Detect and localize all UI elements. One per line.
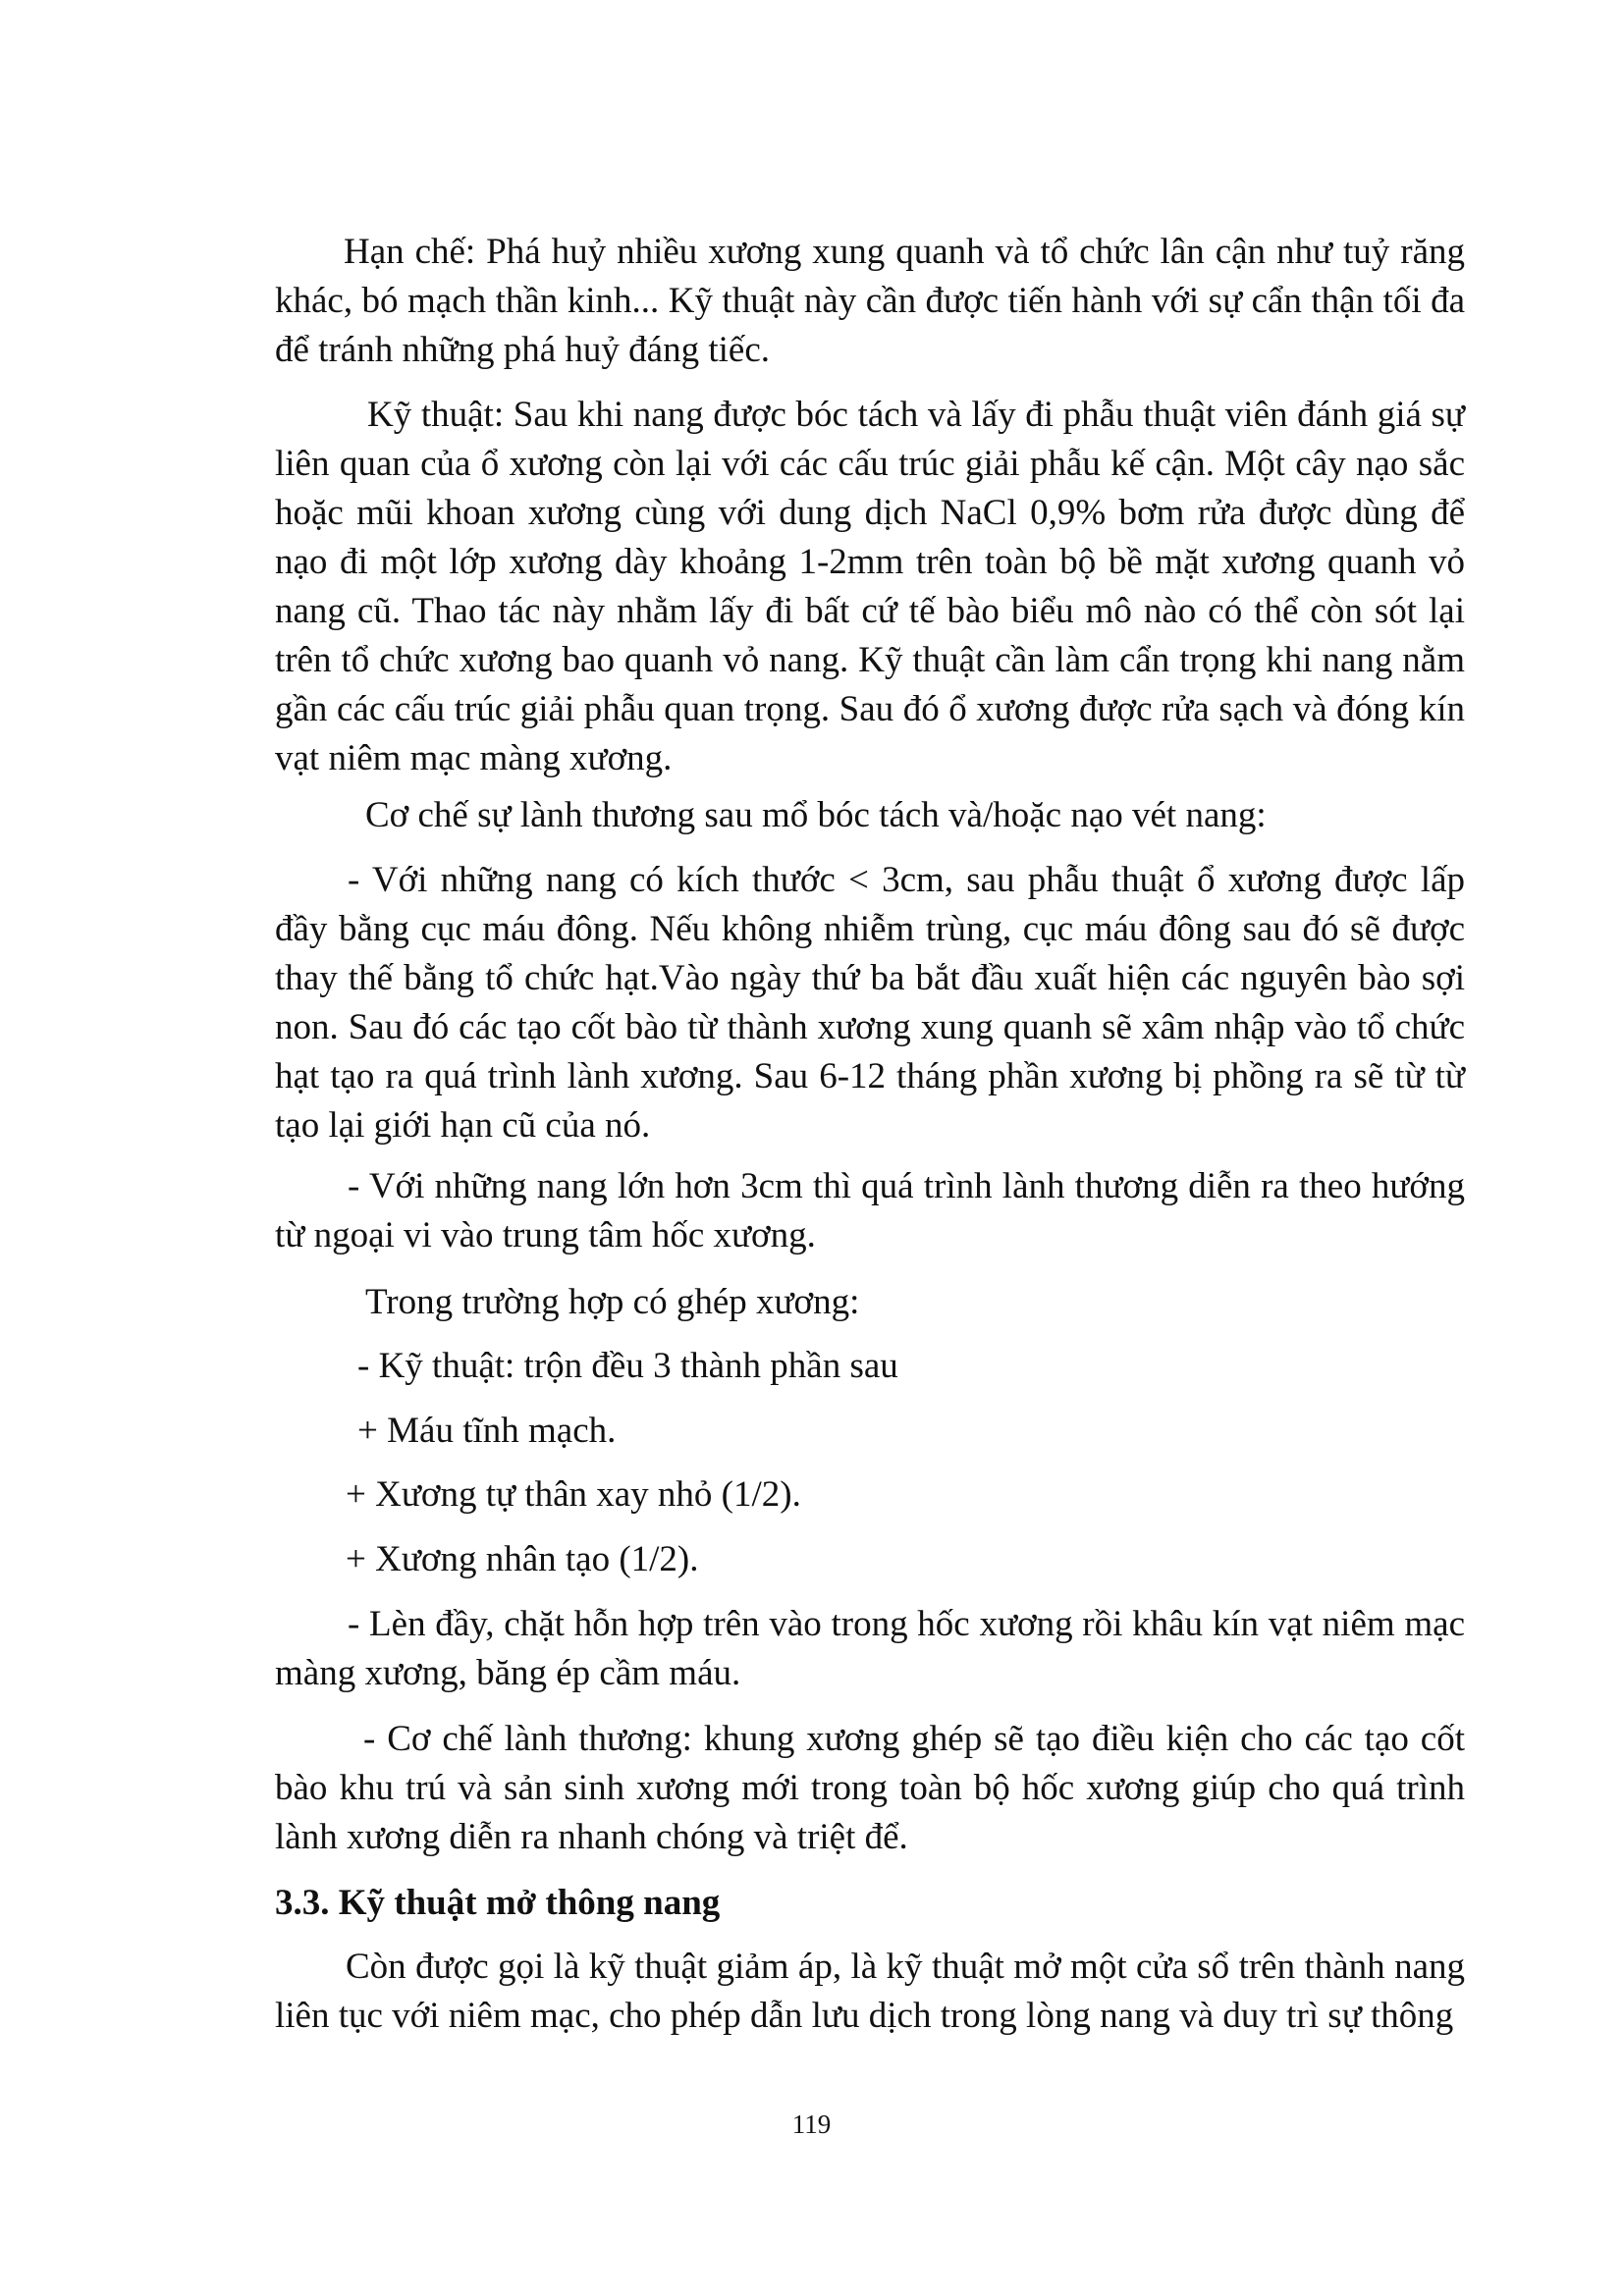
paragraph-nang-nho: - Với những nang có kích thước < 3cm, sau phẫu thuật ổ xương được lấp đầy bằng cục máu đông. Nếu không nhiễm trùng, cục máu đông sau đó sẽ được thay thế bằng tổ chức hạt.Vào ngày thứ ba bắt đầu xuất hiện các nguyên bào sợi non. Sau đó các tạo cốt bào từ thành xương xung quanh sẽ xâm nhập vào tổ chức hạt tạo ra quá trình lành xương. Sau 6-12 tháng phần xương bị phồng ra sẽ từ từ tạo lại giới hạn cũ của nó. [275,860,1465,1146]
paragraph-co-che-lanh: - Cơ chế lành thương: khung xương ghép sẽ tạo điều kiện cho các tạo cốt bào khu trú và sản sinh xương mới trong toàn bộ hốc xương giúp cho quá trình lành xương diễn ra nhanh chóng và triệt để. [275,1719,1465,1857]
paragraph-ky-thuat-tron: - Kỹ thuật: trộn đều 3 thành phần sau [357,1346,898,1386]
paragraph-len-day: - Lèn đầy, chặt hỗn hợp trên vào trong hốc xương rồi khâu kín vạt niêm mạc màng xương, băng ép cầm máu. [275,1604,1465,1693]
list-item-xuong-tu-than: + Xương tự thân xay nhỏ (1/2). [346,1474,801,1515]
paragraph-ky-thuat: Kỹ thuật: Sau khi nang được bóc tách và lấy đi phẫu thuật viên đánh giá sự liên quan của ổ xương còn lại với các cấu trúc giải phẫu kế cận. Một cây nạo sắc hoặc mũi khoan xương cùng với dung dịch NaCl 0,9% bơm rửa được dùng để nạo đi một lớp xương dày khoảng 1-2mm trên toàn bộ bề mặt xương quanh vỏ nang cũ. Thao tác này nhằm lấy đi bất cứ tế bào biểu mô nào có thể còn sót lại trên tổ chức xương bao quanh vỏ nang. Kỹ thuật cần làm cẩn trọng khi nang nằm gần các cấu trúc giải phẫu quan trọng. Sau đó ổ xương được rửa sạch và đóng kín vạt niêm mạc màng xương. [275,395,1465,778]
page-number: 119 [791,2109,832,2139]
section-heading: 3.3. Kỹ thuật mở thông nang [275,1883,721,1923]
paragraph-han-che: Hạn chế: Phá huỷ nhiều xương xung quanh và tổ chức lân cận như tuỷ răng khác, bó mạch thần kinh... Kỹ thuật này cần được tiến hành với sự cẩn thận tối đa để tránh những phá huỷ đáng tiếc. [275,232,1465,370]
list-item-xuong-nhan-tao: + Xương nhân tạo (1/2). [346,1539,699,1579]
paragraph-mo-thong: Còn được gọi là kỹ thuật giảm áp, là kỹ thuật mở một cửa sổ trên thành nang liên tục với niêm mạc, cho phép dẫn lưu dịch trong lòng nang và duy trì sự thông [275,1947,1465,2036]
paragraph-ghep-xuong: Trong trường hợp có ghép xương: [365,1282,860,1322]
list-item-mau: + Máu tĩnh mạch. [357,1411,617,1451]
paragraph-nang-lon: - Với những nang lớn hơn 3cm thì quá trình lành thương diễn ra theo hướng từ ngoại vi vào trung tâm hốc xương. [275,1166,1465,1255]
paragraph-co-che-title: Cơ chế sự lành thương sau mổ bóc tách và/hoặc nạo vét nang: [365,795,1267,835]
